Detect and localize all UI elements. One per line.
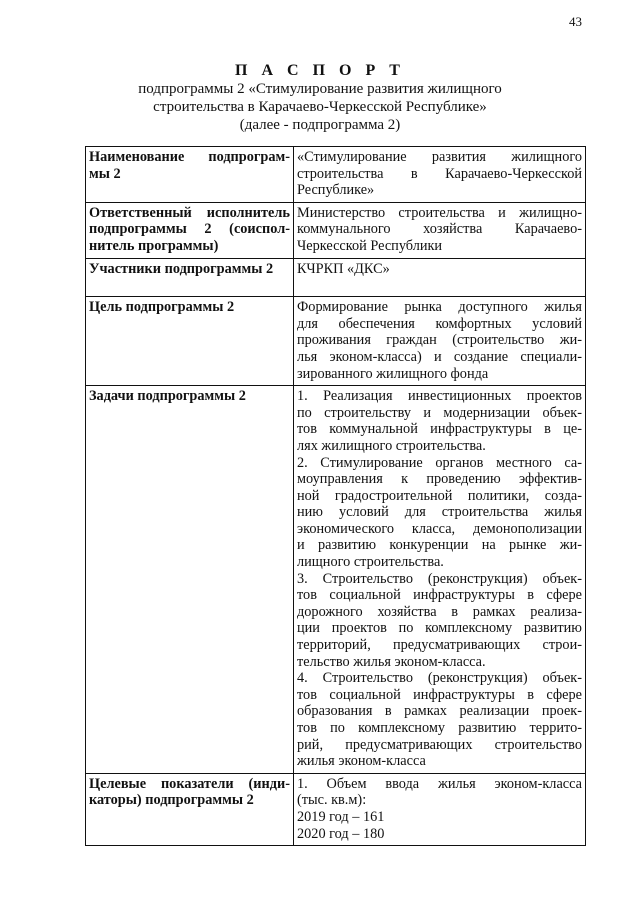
table-row — [86, 297, 586, 386]
row-label-indicators — [86, 773, 294, 845]
subtitle-line: (далее - подпрограмма 2) — [239, 117, 401, 133]
value-line: тельство жилья эконом-класса. — [297, 653, 486, 670]
label-line: Наименование подпрограм- — [89, 149, 290, 165]
document-title: П А С П О Р Т — [235, 62, 405, 79]
row-value-indicators — [294, 773, 586, 845]
label-line: подпрограммы 2 (соиспол- — [89, 221, 290, 238]
row-label-goal — [86, 297, 294, 386]
page-number: 43 — [569, 14, 582, 29]
value-line: 4. Строительство (реконструкция) объек- — [297, 670, 582, 687]
value-line: КЧРКП «ДКС» — [297, 260, 390, 277]
value-line: тов социальной инфраструктуры в сфере — [297, 587, 582, 604]
value-line: проживания граждан (строительство жи- — [297, 332, 582, 349]
value-line: лях жилищного строительства. — [297, 437, 486, 454]
row-label-tasks — [86, 386, 294, 774]
row-value-goal — [294, 297, 586, 386]
value-line: 2019 год – 161 — [297, 808, 385, 825]
value-line: Формирование рынка доступного жилья — [297, 299, 582, 316]
value-line: образования в рамках реализации проек- — [297, 703, 582, 720]
value-line: дорожного хозяйства в рамках реализа- — [297, 603, 582, 620]
label-line: Цель подпрограммы 2 — [89, 299, 235, 316]
label-line: Целевые показатели (инди- — [89, 775, 290, 792]
label-line: Участники подпрограммы 2 — [89, 260, 274, 277]
value-line: 2. Стимулирование органов местного са- — [297, 454, 582, 471]
row-label-participants — [86, 258, 294, 297]
value-line: для обеспечения комфортных условий — [297, 315, 582, 332]
table-row — [86, 258, 586, 297]
label-line: мы 2 — [89, 165, 121, 182]
value-line: территорий, предусматривающих строи- — [297, 637, 582, 654]
value-line: зированного жилищного фонда — [297, 365, 489, 382]
value-line: по строительству и модернизации объек- — [297, 404, 582, 421]
value-line: 3. Строительство (реконструкция) объек- — [297, 570, 582, 587]
value-line: «Стимулирование развития жилищного — [297, 149, 582, 165]
label-line: Ответственный исполнитель — [89, 204, 290, 221]
label-line: нитель программы) — [89, 237, 219, 254]
row-label-executor — [86, 202, 294, 258]
subtitle-line: строительства в Карачаево-Черкесской Республике» — [153, 99, 487, 115]
table-row — [86, 202, 586, 258]
value-line: жилья эконом-класса — [297, 753, 426, 770]
value-line: тов коммунальной инфраструктуры в це- — [297, 421, 582, 438]
row-value-name — [294, 147, 586, 203]
label-line: Задачи подпрограммы 2 — [89, 388, 246, 405]
row-label-name — [86, 147, 294, 203]
value-line: Министерство строительства и жилищно- — [297, 204, 582, 221]
value-line: коммунального хозяйства Карачаево- — [297, 221, 582, 238]
value-line: лищного строительства. — [297, 554, 444, 571]
value-line: экономического класса, демонополизации — [297, 520, 582, 537]
value-line: строительства в Карачаево-Черкесской — [297, 165, 582, 182]
table-row — [86, 386, 586, 774]
value-line: рий, предусматривающих строительство — [297, 736, 582, 753]
value-line: 1. Объем ввода жилья эконом-класса — [297, 775, 582, 792]
value-line: 2020 год – 180 — [297, 825, 385, 842]
value-line: (тыс. кв.м): — [297, 792, 367, 809]
label-line: каторы) подпрограммы 2 — [89, 792, 254, 809]
value-line: моуправления к проведению эффектив- — [297, 471, 582, 488]
value-line: Республике» — [297, 182, 375, 199]
table-row — [86, 773, 586, 845]
table-row — [86, 147, 586, 203]
row-value-tasks — [294, 386, 586, 774]
row-value-participants — [294, 258, 586, 297]
value-line: тов социальной инфраструктуры в сфере — [297, 686, 582, 703]
row-value-executor — [294, 202, 586, 258]
value-line: ции проектов по комплексному развитию — [297, 620, 582, 637]
subtitle-line: подпрограммы 2 «Стимулирование развития жилищного — [138, 81, 502, 97]
value-line: Черкесской Республики — [297, 237, 443, 254]
value-line: тов по комплексному развитию террито- — [297, 720, 582, 736]
value-line: лья эконом-класса) и создание специали- — [297, 348, 582, 365]
value-line: ной градостроительной политики, созда- — [297, 487, 582, 504]
document-subtitle — [0, 80, 640, 134]
passport-table — [85, 146, 586, 846]
value-line: и развитию конкуренции на рынке жи- — [297, 537, 582, 554]
value-line: нию условий для строительства жилья — [297, 504, 582, 521]
value-line: 1. Реализация инвестиционных проектов — [297, 388, 582, 405]
